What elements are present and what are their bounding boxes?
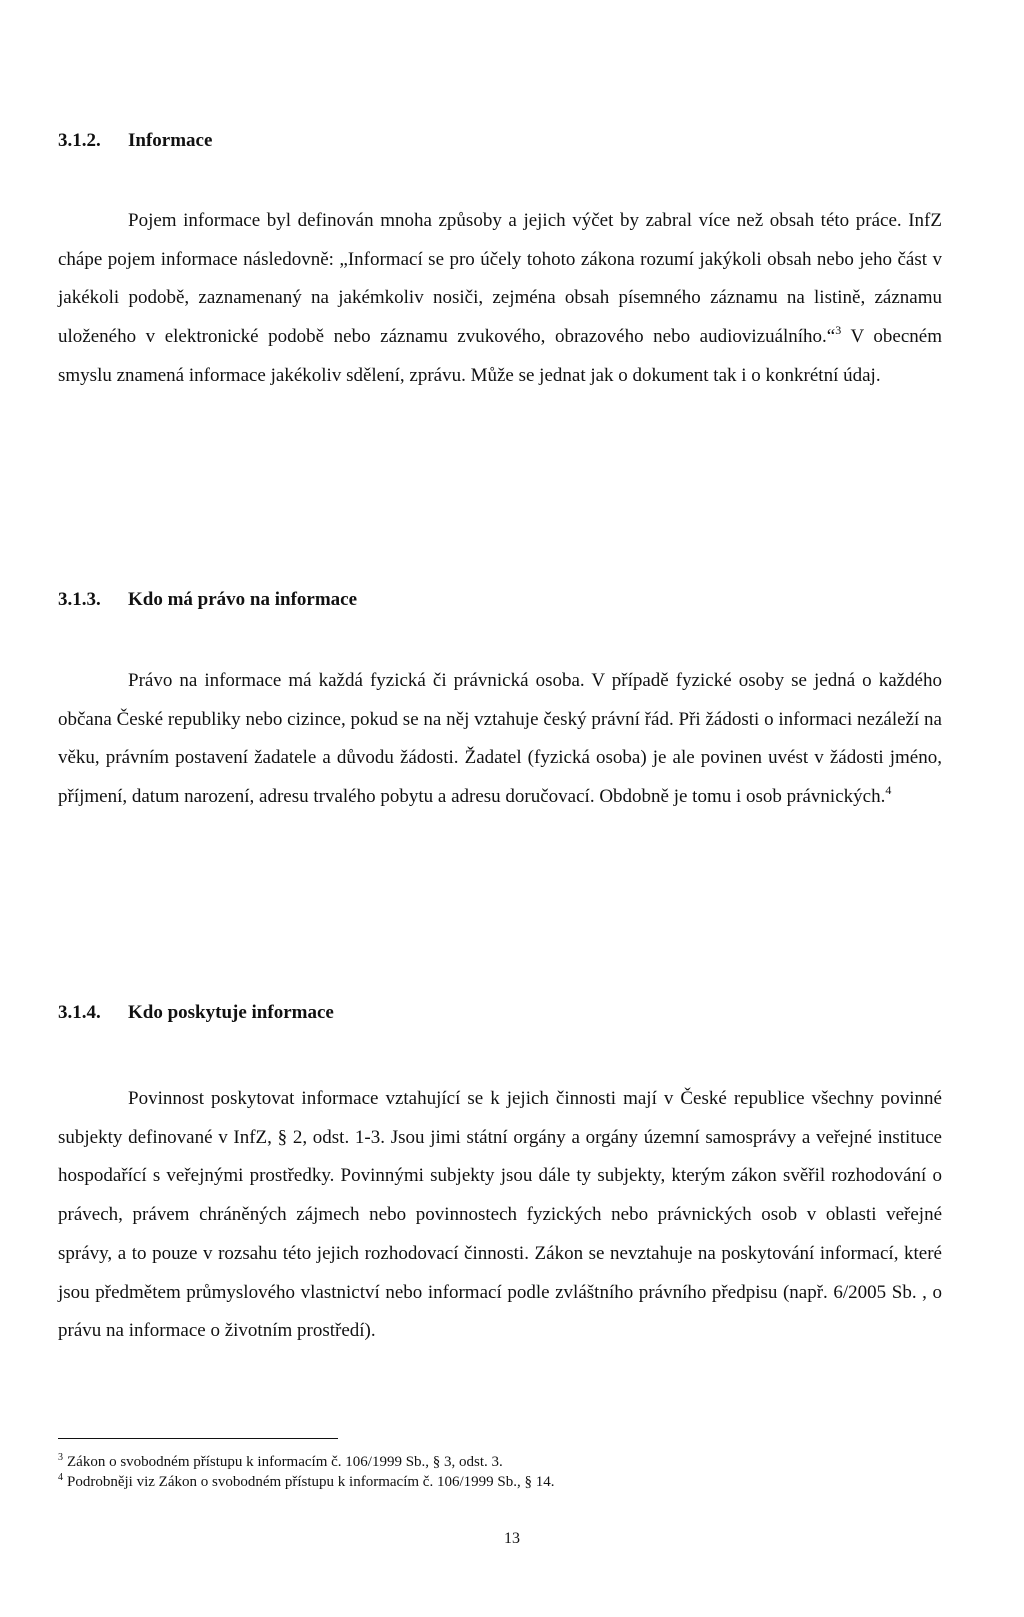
- paragraph-text: Právo na informace má každá fyzická či právnická osoba. V případě fyzické osoby se jedná o každého občana České republiky nebo cizince, pokud se na něj vztahuje český právní řád. Při žádosti o informaci nezáleží na věku, právním postavení žadatele a důvodu žádosti. Žadatel (fyzická osoba) je ale povinen uvést v žádosti jméno, příjmení, datum narození, adresu trvalého pobytu a adresu doručovací. Obdobně je tomu i osob právnických.: [58, 670, 942, 808]
- section-number: 3.1.2.: [58, 130, 101, 151]
- footnote-3: [58, 1452, 503, 1472]
- paragraph-text: V obecném smyslu znamená informace jakékoliv sdělení, zprávu. Může se jednat jak o dokument tak i o konkrétní údaj.: [58, 326, 942, 386]
- section-title: Kdo poskytuje informace: [128, 1002, 334, 1023]
- section-heading-3-1-2: [58, 130, 212, 152]
- section-paragraph-3-1-3: [58, 662, 942, 817]
- page-number: 13: [504, 1530, 520, 1547]
- section-paragraph-3-1-2: [58, 202, 942, 396]
- section-heading-3-1-3: [58, 589, 357, 611]
- footnote-text: Podrobněji viz Zákon o svobodném přístupu k informacím č. 106/1999 Sb., § 14.: [67, 1474, 555, 1490]
- footnote-text: Zákon o svobodném přístupu k informacím č. 106/1999 Sb., § 3, odst. 3.: [67, 1454, 503, 1470]
- section-number: 3.1.4.: [58, 1002, 101, 1023]
- section-title: Kdo má právo na informace: [128, 589, 358, 610]
- paragraph-text: Povinnost poskytovat informace vztahující se k jejich činnosti mají v České republice všechny povinné subjekty definované v InfZ, § 2, odst. 1-3. Jsou jimi státní orgány a orgány územní samosprávy a veřejné instituce hospodařící s veřejnými prostředky. Povinnými subjekty jsou dále ty subjekty, kterým zákon svěřil rozhodování o právech, právem chráněných zájmech nebo povinnostech fyzických nebo právnických osob v oblasti veřejné správy, a to pouze v rozsahu této jejich rozhodovací činnosti. Zákon se nevztahuje na poskytování informací, které jsou předmětem průmyslového vlastnictví nebo informací podle zvláštního právního předpisu (např. 6/2005 Sb. , o právu na informace o životním prostředí).: [58, 1088, 942, 1342]
- section-title: Informace: [128, 130, 213, 151]
- footnote-4: [58, 1472, 554, 1492]
- footnote-reference: 4: [885, 783, 892, 798]
- paragraph-text: Pojem informace byl definován mnoha způsoby a jejich výčet by zabral více než obsah této práce. InfZ chápe pojem informace následovně: „Informací se pro účely tohoto zákona rozumí jakýkoli obsah nebo jeho část v jakékoli podobě, zaznamenaný na jakémkoliv nosiči, zejména obsah písemného záznamu na listině, záznamu uloženého v elektronické podobě nebo záznamu zvukového, obrazového nebo audiovizuálního.“: [58, 210, 942, 348]
- section-number: 3.1.3.: [58, 589, 101, 610]
- footnote-number: 3: [58, 1452, 63, 1463]
- section-heading-3-1-4: [58, 1002, 334, 1024]
- footnote-reference: 3: [835, 323, 842, 338]
- section-paragraph-3-1-4: [58, 1080, 942, 1351]
- footnote-number: 4: [58, 1472, 63, 1483]
- footnote-separator: [58, 1438, 338, 1439]
